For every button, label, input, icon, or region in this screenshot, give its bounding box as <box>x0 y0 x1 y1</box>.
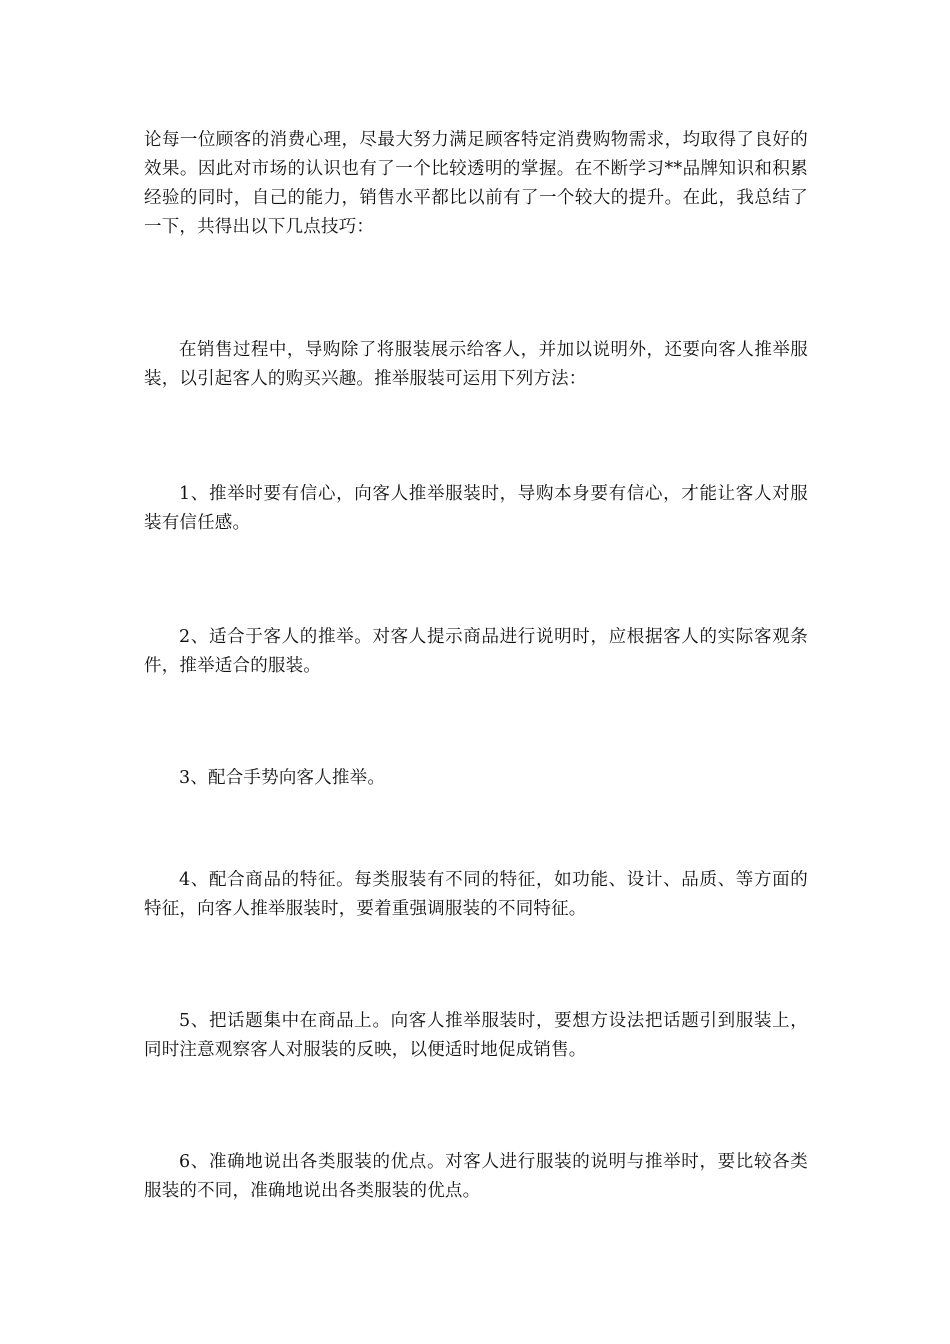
paragraph-tip-5: 5、把话题集中在商品上。向客人推举服装时，要想方设法把话题引到服装上，同时注意观察客人对服装的反映，以便适时地促成销售。 <box>144 1011 808 1060</box>
paragraph-sales-process: 在销售过程中，导购除了将服装展示给客人，并加以说明外，还要向客人推举服装，以引起客人的购买兴趣。推举服装可运用下列方法： <box>144 340 808 389</box>
paragraph-tip-2: 2、适合于客人的推举。对客人提示商品进行说明时，应根据客人的实际客观条件，推举适合的服装。 <box>144 627 808 676</box>
paragraph-tip-6: 6、准确地说出各类服装的优点。对客人进行服装的说明与推举时，要比较各类服装的不同，准确地说出各类服装的优点。 <box>144 1152 808 1201</box>
paragraph-intro-continuation: 论每一位顾客的消费心理，尽最大努力满足顾客特定消费购物需求，均取得了良好的效果。因此对市场的认识也有了一个比较透明的掌握。在不断学习**品牌知识和积累经验的同时，自己的能力，销售水平都比以前有了一个较大的提升。在此，我总结了一下，共得出以下几点技巧： <box>144 130 808 237</box>
paragraph-tip-4: 4、配合商品的特征。每类服装有不同的特征，如功能、设计、品质、等方面的特征，向客人推举服装时，要着重强调服装的不同特征。 <box>144 870 808 919</box>
paragraph-tip-1: 1、推举时要有信心，向客人推举服装时，导购本身要有信心，才能让客人对服装有信任感。 <box>144 484 808 533</box>
paragraph-tip-3: 3、配合手势向客人推举。 <box>179 768 386 788</box>
